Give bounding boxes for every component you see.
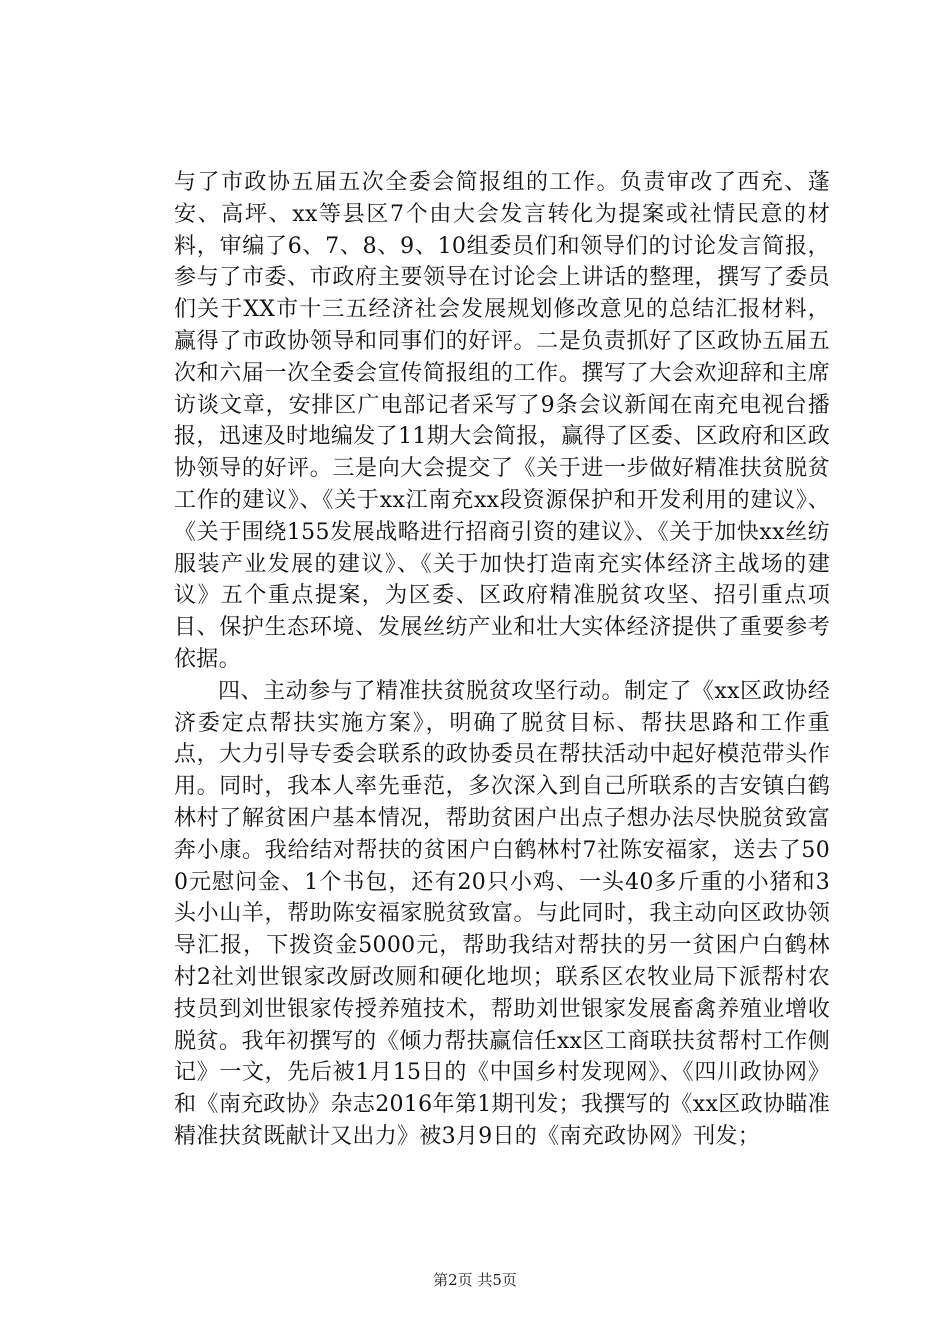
paragraph-1: 与了市政协五届五次全委会简报组的工作。负责审改了西充、蓬安、高坪、xx等县区7个由大会发言转化为提案或社情民意的材料，审编了6、7、8、9、10组委员们和领导们的讨论发言简报，参与了市委、市政府主要领导在讨论会上讲话的整理，撰写了委员们关于XX市十三五经济社会发展规划修改意见的总结汇报材料，赢得了市政协领导和同事们的好评。二是负责抓好了区政协五届五次和六届一次全委会宣传简报组的工作。撰写了大会欢迎辞和主席访谈文章，安排区广电部记者采写了9条会议新闻在南充电视台播报，迅速及时地编发了11期大会简报，赢得了区委、区政府和区政协领导的好评。三是向大会提交了《关于进一步做好精准扶贫脱贫工作的建议》、《关于xx江南充xx段资源保护和开发利用的建议》、《关于围绕155发展战略进行招商引资的建议》、《关于加快xx丝纺服装产业发展的建议》、《关于加快打造南充实体经济主战场的建议》五个重点提案，为区委、区政府精准脱贫攻坚、招引重点项目、保护生态环境、发展丝纺产业和壮大实体经济提供了重要参考依据。 <box>174 170 830 672</box>
document-body <box>174 167 830 1153</box>
page-footer <box>0 1270 950 1290</box>
paragraph-2: 四、主动参与了精准扶贫脱贫攻坚行动。制定了《xx区政协经济委定点帮扶实施方案》，明确了脱贫目标、帮扶思路和工作重点，大力引导专委会联系的政协委员在帮扶活动中起好模范带头作用。同时，我本人率先垂范，多次深入到自己所联系的吉安镇白鹤林村了解贫困户基本情况，帮助贫困户出点子想办法尽快脱贫致富奔小康。我给结对帮扶的贫困户白鹤林村7社陈安福家，送去了500元慰问金、1个书包，还有20只小鸡、一头40多斤重的小猪和3头小山羊，帮助陈安福家脱贫致富。与此同时，我主动向区政协领导汇报，下拨资金5000元，帮助我结对帮扶的另一贫困户白鹤林村2社刘世银家改厨改厕和硬化地坝；联系区农牧业局下派帮村农技员到刘世银家传授养殖技术，帮助刘世银家发展畜禽养殖业增收脱贫。我年初撰写的《倾力帮扶赢信任xx区工商联扶贫帮村工作侧记》一文，先后被1月15日的《中国乡村发现网》、《四川政协网》和《南充政协》杂志2016年第1期刊发；我撰写的《xx区政协瞄准精准扶贫既献计又出力》被3月9日的《南充政协网》刊发； <box>174 678 830 1149</box>
page-number-label: 第2页 共5页 <box>433 1271 517 1289</box>
